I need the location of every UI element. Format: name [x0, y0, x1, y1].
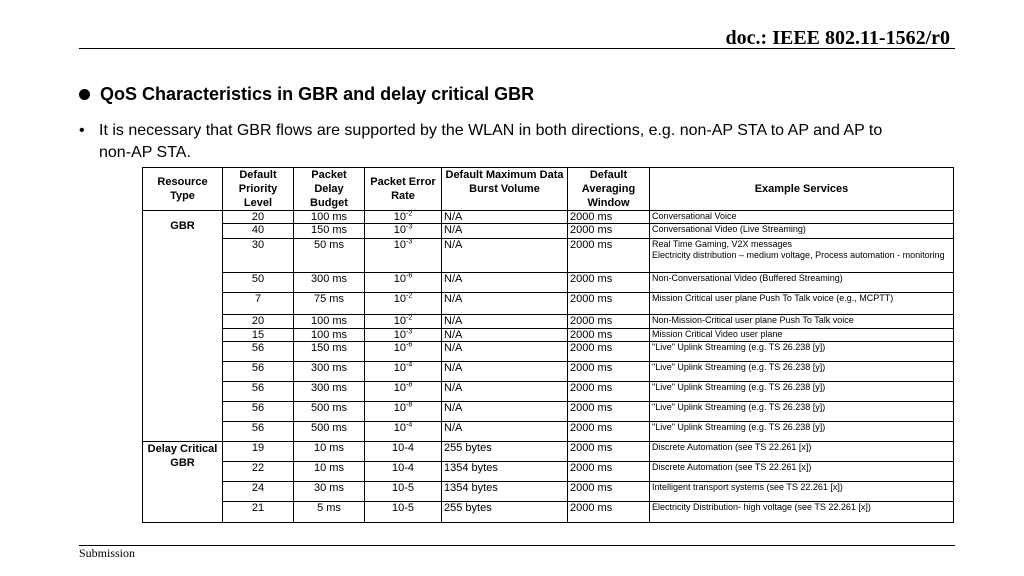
cell-priority: 15 [223, 329, 294, 342]
cell-error-rate [365, 211, 442, 224]
cell-delay-budget: 50 ms [294, 239, 365, 273]
cell-window: 2000 ms [568, 224, 650, 239]
bullet-paragraph [79, 120, 909, 164]
table-header-row [143, 168, 954, 211]
error-rate-exponent: -6 [406, 341, 413, 349]
error-rate-exponent: -4 [406, 361, 413, 369]
cell-error-rate [365, 462, 442, 482]
error-rate-exponent: -4 [406, 421, 413, 429]
cell-priority: 56 [223, 382, 294, 402]
cell-services [650, 239, 954, 273]
service-line: Conversational Video (Live Streaming) [652, 224, 806, 234]
header-priority: Default Priority Level [223, 168, 294, 211]
cell-mdbv: N/A [442, 342, 568, 362]
service-line: Discrete Automation (see TS 22.261 [x]) [652, 442, 812, 452]
cell-priority: 50 [223, 273, 294, 293]
cell-priority: 20 [223, 211, 294, 224]
cell-priority: 20 [223, 315, 294, 329]
table-row [143, 502, 954, 523]
cell-window: 2000 ms [568, 442, 650, 462]
cell-delay-budget: 150 ms [294, 342, 365, 362]
cell-window: 2000 ms [568, 342, 650, 362]
cell-priority: 7 [223, 293, 294, 315]
cell-delay-budget: 300 ms [294, 362, 365, 382]
cell-mdbv: N/A [442, 362, 568, 382]
cell-delay-budget: 75 ms [294, 293, 365, 315]
table-row [143, 211, 954, 224]
table-row [143, 442, 954, 462]
cell-services [650, 442, 954, 462]
error-rate-base: 10 [393, 315, 406, 327]
cell-mdbv: N/A [442, 329, 568, 342]
error-rate-exponent: -2 [406, 314, 413, 322]
error-rate-base: 10 [393, 422, 406, 434]
cell-priority: 19 [223, 442, 294, 462]
cell-window: 2000 ms [568, 502, 650, 523]
header-window: Default Averaging Window [568, 168, 650, 211]
cell-services [650, 224, 954, 239]
header-error-rate: Packet Error Rate [365, 168, 442, 211]
cell-delay-budget: 150 ms [294, 224, 365, 239]
error-rate-base: 10 [393, 239, 406, 251]
error-rate-base: 10 [393, 224, 406, 236]
error-rate-exponent: -3 [406, 223, 413, 231]
cell-priority: 56 [223, 422, 294, 442]
cell-priority: 56 [223, 342, 294, 362]
error-rate-exponent: -2 [406, 292, 413, 300]
cell-window: 2000 ms [568, 382, 650, 402]
service-line: "Live" Uplink Streaming (e.g. TS 26.238 [y]) [652, 362, 826, 372]
service-line: Conversational Voice [652, 211, 737, 221]
error-rate-base: 10 [393, 402, 406, 414]
error-rate-exponent: -8 [406, 401, 413, 409]
cell-window: 2000 ms [568, 273, 650, 293]
error-rate-exponent: -3 [406, 328, 413, 336]
table-row [143, 273, 954, 293]
cell-mdbv: 1354 bytes [442, 462, 568, 482]
table-row [143, 342, 954, 362]
cell-delay-budget: 30 ms [294, 482, 365, 502]
cell-services [650, 315, 954, 329]
footer-label: Submission [79, 546, 136, 560]
service-line: Electricity Distribution- high voltage (see TS 22.261 [x]) [652, 502, 871, 512]
error-rate-exponent: -8 [406, 381, 413, 389]
service-line: "Live" Uplink Streaming (e.g. TS 26.238 [y]) [652, 382, 826, 392]
cell-services [650, 273, 954, 293]
cell-delay-budget: 300 ms [294, 382, 365, 402]
cell-services [650, 342, 954, 362]
cell-priority: 40 [223, 224, 294, 239]
error-rate-base: 10 [393, 342, 406, 354]
cell-error-rate [365, 502, 442, 523]
cell-priority: 56 [223, 362, 294, 382]
cell-error-rate [365, 239, 442, 273]
cell-window: 2000 ms [568, 422, 650, 442]
section-heading [79, 84, 534, 105]
service-line: Real Time Gaming, V2X messages [652, 239, 793, 249]
header-mdbv: Default Maximum Data Burst Volume [442, 168, 568, 211]
cell-mdbv: N/A [442, 224, 568, 239]
error-rate-base: 10 [393, 382, 406, 394]
service-line: Intelligent transport systems (see TS 22.261 [x]) [652, 482, 843, 492]
cell-window: 2000 ms [568, 315, 650, 329]
cell-error-rate [365, 293, 442, 315]
cell-window: 2000 ms [568, 293, 650, 315]
cell-mdbv: 255 bytes [442, 502, 568, 523]
error-rate-base: 10 [393, 273, 406, 285]
cell-services [650, 211, 954, 224]
cell-delay-budget: 10 ms [294, 442, 365, 462]
cell-error-rate [365, 362, 442, 382]
cell-services [650, 293, 954, 315]
service-line: "Live" Uplink Streaming (e.g. TS 26.238 [y]) [652, 422, 826, 432]
cell-delay-budget: 300 ms [294, 273, 365, 293]
cell-window: 2000 ms [568, 239, 650, 273]
cell-window: 2000 ms [568, 462, 650, 482]
table-row [143, 422, 954, 442]
cell-services [650, 382, 954, 402]
table-row [143, 315, 954, 329]
service-line: Mission Critical user plane Push To Talk voice (e.g., MCPTT) [652, 293, 894, 303]
cell-window: 2000 ms [568, 362, 650, 382]
cell-services [650, 502, 954, 523]
cell-services [650, 362, 954, 382]
table-row [143, 362, 954, 382]
service-line: "Live" Uplink Streaming (e.g. TS 26.238 [y]) [652, 342, 826, 352]
cell-priority: 22 [223, 462, 294, 482]
bullet-dot-icon [79, 89, 90, 100]
cell-error-rate [365, 402, 442, 422]
table-row [143, 293, 954, 315]
error-rate-base: 10-4 [391, 462, 415, 474]
resource-type-delay-critical-gbr: Delay Critical GBR [143, 442, 223, 523]
cell-mdbv: N/A [442, 382, 568, 402]
error-rate-base: 10-4 [391, 442, 415, 454]
table-row [143, 224, 954, 239]
error-rate-base: 10 [393, 211, 406, 223]
cell-error-rate [365, 273, 442, 293]
cell-priority: 24 [223, 482, 294, 502]
cell-error-rate [365, 382, 442, 402]
cell-error-rate [365, 315, 442, 329]
cell-error-rate [365, 422, 442, 442]
table-row [143, 382, 954, 402]
cell-services [650, 402, 954, 422]
cell-delay-budget: 10 ms [294, 462, 365, 482]
error-rate-base: 10 [393, 293, 406, 305]
service-line: Discrete Automation (see TS 22.261 [x]) [652, 462, 812, 472]
cell-services [650, 482, 954, 502]
error-rate-base: 10-5 [391, 502, 415, 514]
table-row [143, 462, 954, 482]
qos-table [142, 167, 954, 523]
service-line: Mission Critical Video user plane [652, 329, 783, 339]
header-divider [79, 48, 955, 49]
error-rate-base: 10-5 [391, 482, 415, 494]
error-rate-base: 10 [393, 362, 406, 374]
cell-error-rate [365, 224, 442, 239]
cell-mdbv: N/A [442, 315, 568, 329]
cell-mdbv: N/A [442, 211, 568, 224]
cell-window: 2000 ms [568, 211, 650, 224]
cell-priority: 30 [223, 239, 294, 273]
document-id: doc.: IEEE 802.11-1562/r0 [725, 27, 950, 49]
header-services: Example Services [650, 168, 954, 211]
cell-delay-budget: 100 ms [294, 315, 365, 329]
cell-mdbv: N/A [442, 422, 568, 442]
cell-delay-budget: 100 ms [294, 211, 365, 224]
cell-mdbv: N/A [442, 293, 568, 315]
table-row [143, 239, 954, 273]
cell-window: 2000 ms [568, 329, 650, 342]
error-rate-exponent: -3 [406, 238, 413, 246]
table-row [143, 402, 954, 422]
cell-services [650, 422, 954, 442]
cell-window: 2000 ms [568, 482, 650, 502]
cell-error-rate [365, 342, 442, 362]
error-rate-exponent: -2 [406, 210, 413, 218]
table-row [143, 482, 954, 502]
cell-priority: 56 [223, 402, 294, 422]
bullet-mark: • [79, 122, 85, 139]
service-line: Non-Conversational Video (Buffered Streaming) [652, 273, 843, 283]
cell-mdbv: N/A [442, 273, 568, 293]
cell-delay-budget: 500 ms [294, 402, 365, 422]
header-delay-budget: Packet Delay Budget [294, 168, 365, 211]
cell-mdbv: N/A [442, 402, 568, 422]
cell-window: 2000 ms [568, 402, 650, 422]
cell-delay-budget: 5 ms [294, 502, 365, 523]
cell-mdbv: 255 bytes [442, 442, 568, 462]
table-row [143, 329, 954, 342]
cell-error-rate [365, 329, 442, 342]
cell-services [650, 329, 954, 342]
cell-delay-budget: 500 ms [294, 422, 365, 442]
section-heading-text: QoS Characteristics in GBR and delay critical GBR [100, 84, 535, 104]
cell-error-rate [365, 442, 442, 462]
error-rate-base: 10 [393, 329, 406, 341]
cell-mdbv: N/A [442, 239, 568, 273]
cell-delay-budget: 100 ms [294, 329, 365, 342]
cell-priority: 21 [223, 502, 294, 523]
header-resource-type: Resource Type [143, 168, 223, 211]
footer-divider [79, 545, 955, 546]
service-line: "Live" Uplink Streaming (e.g. TS 26.238 [y]) [652, 402, 826, 412]
bullet-text: It is necessary that GBR flows are supported by the WLAN in both directions, e.g. non-AP STA to AP and AP to non-AP STA. [99, 122, 883, 161]
cell-services [650, 462, 954, 482]
cell-mdbv: 1354 bytes [442, 482, 568, 502]
service-line: Non-Mission-Critical user plane Push To Talk voice [652, 315, 854, 325]
resource-type-gbr: GBR [143, 211, 223, 442]
error-rate-exponent: -6 [406, 272, 413, 280]
service-line: Electricity distribution – medium voltage, Process automation - monitoring [652, 250, 945, 260]
cell-error-rate [365, 482, 442, 502]
